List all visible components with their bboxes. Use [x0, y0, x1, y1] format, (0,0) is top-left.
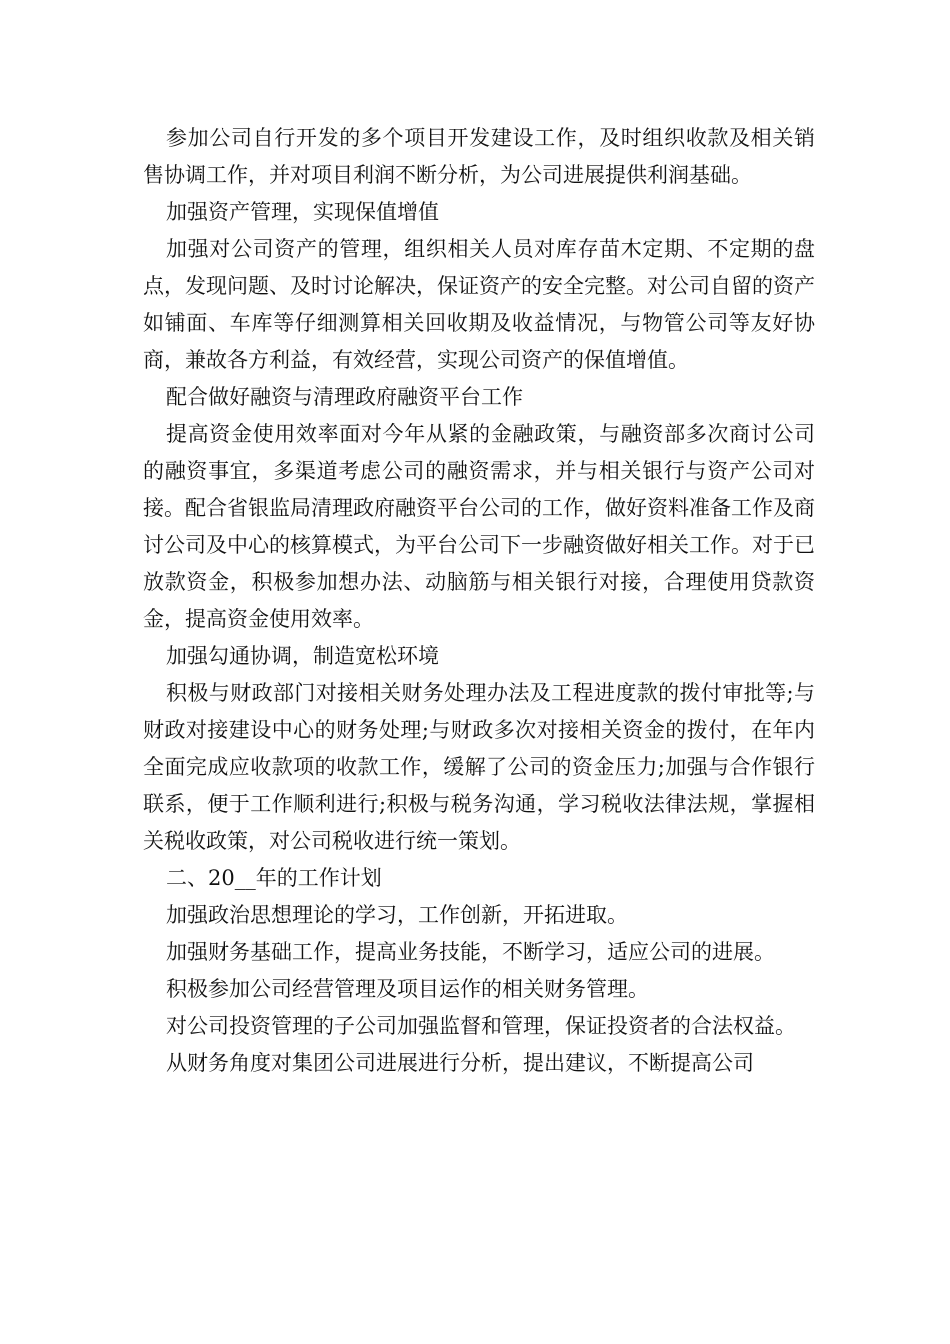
paragraph-project-development: 参加公司自行开发的多个项目开发建设工作，及时组织收款及相关销售协调工作，并对项目利润不断分析，为公司进展提供利润基础。: [143, 126, 815, 187]
paragraph-financing: 提高资金使用效率面对今年从紧的金融政策，与融资部多次商讨公司的融资事宜，多渠道考虑公司的融资需求，并与相关银行与资产公司对接。配合省银监局清理政府融资平台公司的工作，做好资料准备工作及商讨公司及中心的核算模式，为平台公司下一步融资做好相关工作。对于已放款资金，积极参加想办法、动脑筋与相关银行对接，合理使用贷款资金，提高资金使用效率。: [143, 422, 815, 631]
section-heading-communication: 加强勾通协调，制造宽松环境: [166, 644, 439, 668]
document-page: [143, 120, 815, 1082]
paragraph-plan-financial-analysis: 从财务角度对集团公司进展进行分析，提出建议，不断提高公司: [166, 1051, 754, 1075]
paragraph-plan-subsidiary-supervision: 对公司投资管理的子公司加强监督和管理，保证投资者的合法权益。: [166, 1014, 796, 1038]
section-heading-work-plan: 二、20__年的工作计划: [166, 866, 382, 890]
section-heading-asset-management: 加强资产管理，实现保值增值: [166, 200, 439, 224]
paragraph-plan-finance-basics: 加强财务基础工作，提高业务技能，不断学习，适应公司的进展。: [166, 940, 775, 964]
paragraph-plan-project-finance: 积极参加公司经营管理及项目运作的相关财务管理。: [166, 977, 649, 1001]
paragraph-asset-management: 加强对公司资产的管理，组织相关人员对库存苗木定期、不定期的盘点，发现问题、及时讨论解决，保证资产的安全完整。对公司自留的资产如铺面、车库等仔细测算相关回收期及收益情况，与物管公司等友好协商，兼故各方利益，有效经营，实现公司资产的保值增值。: [143, 237, 815, 372]
section-heading-financing: 配合做好融资与清理政府融资平台工作: [166, 385, 523, 409]
paragraph-communication: 积极与财政部门对接相关财务处理办法及工程进度款的拨付审批等;与财政对接建设中心的财务处理;与财政多次对接相关资金的拨付，在年内全面完成应收款项的收款工作，缓解了公司的资金压力;加强与合作银行联系，便于工作顺利进行;积极与税务沟通，学习税收法律法规，掌握相关税收政策，对公司税收进行统一策划。: [143, 681, 815, 853]
paragraph-plan-political-study: 加强政治思想理论的学习，工作创新，开拓进取。: [166, 903, 628, 927]
